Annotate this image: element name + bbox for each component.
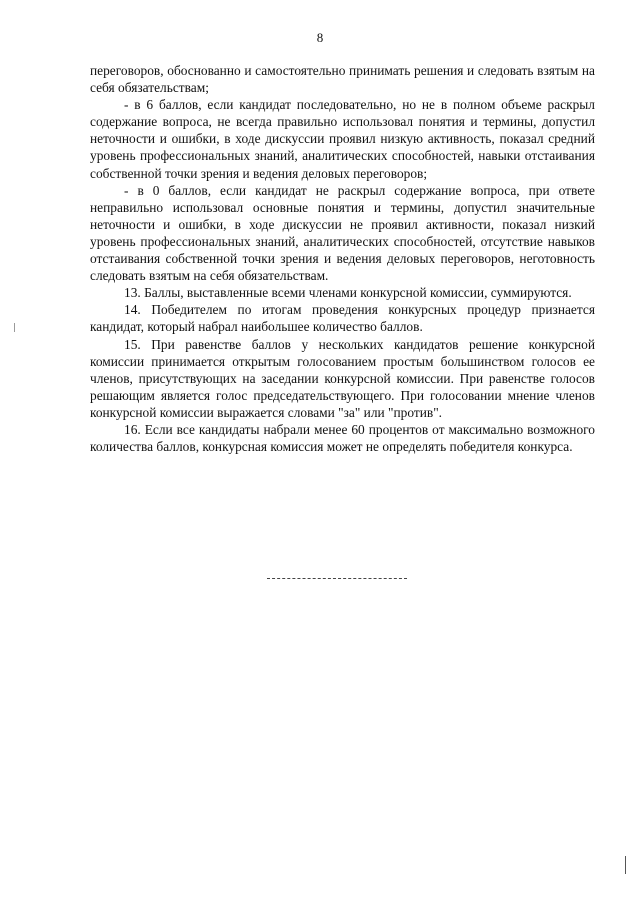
scan-artifact-left bbox=[14, 323, 15, 332]
paragraph-item-15: 15. При равенстве баллов у нескольких кандидатов решение конкурсной комиссии принимается открытым голосованием простым большинством голосов ее членов, присутствующих на заседании конкурсной комиссии. При равенстве голосов решающим является голос председательствующего. При голосовании мнение членов конкурсной комиссии выражается словами "за" или "против". bbox=[90, 336, 595, 420]
paragraph-item-14: 14. Победителем по итогам проведения конкурсных процедур признается кандидат, который набрал наибольшее количество баллов. bbox=[90, 302, 595, 335]
paragraph-score-6: - в 6 баллов, если кандидат последовательно, но не в полном объеме раскрыл содержание вопроса, не всегда правильно использовал понятия и термины, допустил неточности и ошибки, в ходе дискуссии проявил низкую активность, показал средний уровень профессиональных знаний, аналитических способностей, навыки отстаивания собственной точки зрения и ведения деловых переговоров; bbox=[90, 97, 595, 181]
scan-artifact-right bbox=[625, 856, 626, 874]
end-separator-line bbox=[267, 578, 407, 579]
page-number: 8 bbox=[316, 30, 324, 45]
paragraph-continuation: переговоров, обоснованно и самостоятельно принимать решения и следовать взятым на себя обязательствам; bbox=[90, 63, 595, 96]
paragraph-item-16: 16. Если все кандидаты набрали менее 60 процентов от максимально возможного количества баллов, конкурсная комиссия может не определять победителя конкурса. bbox=[90, 421, 595, 455]
paragraph-score-0: - в 0 баллов, если кандидат не раскрыл содержание вопроса, при ответе неправильно использовал основные понятия и термины, допустил значительные неточности и ошибки, в ходе дискуссии не проявил активности, показал низкий уровень профессиональных знаний, аналитических способностей, отсутствие навыков отстаивания собственной точки зрения и ведения деловых переговоров, неготовность следовать взятым на себя обязательствам. bbox=[90, 182, 595, 284]
paragraph-item-13: 13. Баллы, выставленные всеми членами конкурсной комиссии, суммируются. bbox=[124, 285, 572, 301]
document-body bbox=[90, 62, 595, 455]
